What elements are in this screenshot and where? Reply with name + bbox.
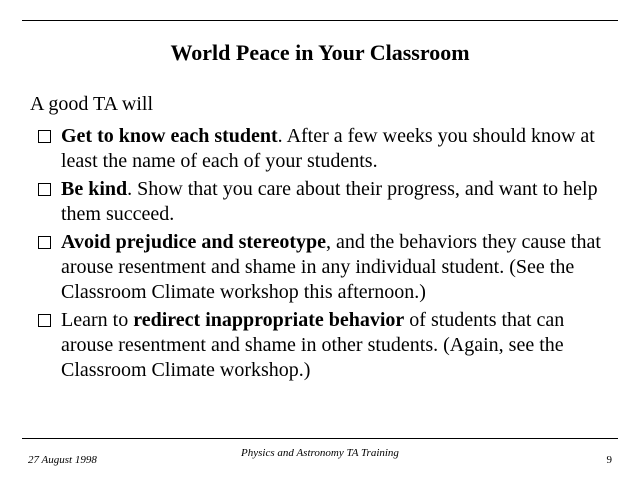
bullet-item <box>38 124 618 174</box>
footer-course: Physics and Astronomy TA Training <box>241 447 399 459</box>
bullet-pre-text: Learn to <box>61 309 134 331</box>
bullet-text: . Show that you care about their progress, and want to help them succeed. <box>61 178 598 225</box>
checkbox-bullet-icon <box>38 314 51 327</box>
bullet-bold-text: Avoid prejudice and stereotype <box>61 231 326 253</box>
bullet-text: , and the behaviors they cause that arouse resentment and shame in any individual student. (See the Classroom Climate workshop this afternoon.) <box>61 231 601 303</box>
bullet-text: of students that can arouse resentment and shame in other students. (Again, see the Classroom Climate workshop.) <box>61 309 565 381</box>
bullet-bold-text: Be kind <box>61 178 128 200</box>
bullet-text: . After a few weeks you should know at least the name of each of your students. <box>61 125 595 172</box>
bottom-rule <box>22 438 618 439</box>
top-rule <box>22 20 618 21</box>
checkbox-bullet-icon <box>38 130 51 143</box>
footer-date: 27 August 1998 <box>28 454 97 466</box>
checkbox-bullet-icon <box>38 236 51 249</box>
checkbox-bullet-icon <box>38 183 51 196</box>
bullet-item <box>38 308 618 383</box>
page-number: 9 <box>606 454 612 466</box>
intro-text: A good TA will <box>30 93 154 115</box>
bullet-bold-text: Get to know each student <box>61 125 278 147</box>
bullet-list <box>38 124 618 386</box>
bullet-bold-text: redirect inappropriate behavior <box>133 309 405 331</box>
bullet-item <box>38 230 618 305</box>
bullet-item <box>38 177 618 227</box>
slide-title: World Peace in Your Classroom <box>170 40 470 65</box>
